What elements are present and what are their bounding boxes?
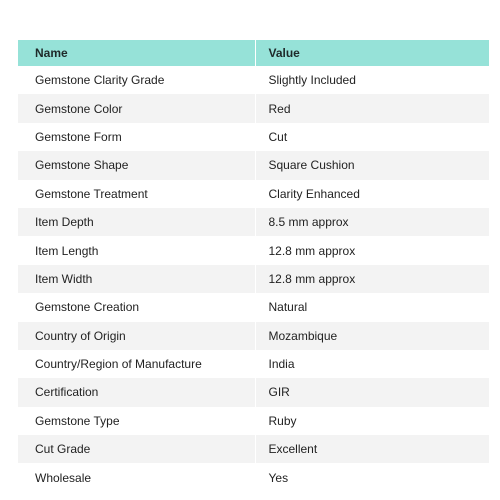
row-name-cell: Country/Region of Manufacture xyxy=(18,350,255,378)
row-name-cell: Gemstone Treatment xyxy=(18,180,255,208)
row-value-cell: 12.8 mm approx xyxy=(255,265,489,293)
item-specifics-table xyxy=(18,40,489,492)
row-value-cell: Clarity Enhanced xyxy=(255,180,489,208)
table-row xyxy=(18,208,489,236)
table-header xyxy=(18,40,489,66)
row-name-cell: Cut Grade xyxy=(18,435,255,463)
table-row xyxy=(18,463,489,491)
table-row xyxy=(18,378,489,406)
table-row xyxy=(18,435,489,463)
row-value-cell: GIR xyxy=(255,378,489,406)
table-row xyxy=(18,265,489,293)
row-value-cell: Natural xyxy=(255,293,489,321)
row-value-cell: 8.5 mm approx xyxy=(255,208,489,236)
row-name-cell: Gemstone Creation xyxy=(18,293,255,321)
row-name-cell: Gemstone Color xyxy=(18,94,255,122)
table-header-row xyxy=(18,40,489,66)
column-header-name: Name xyxy=(18,40,255,66)
row-name-cell: Gemstone Type xyxy=(18,407,255,435)
row-value-cell: Mozambique xyxy=(255,322,489,350)
row-name-cell: Gemstone Shape xyxy=(18,151,255,179)
row-name-cell: Item Width xyxy=(18,265,255,293)
row-value-cell: Square Cushion xyxy=(255,151,489,179)
table-row xyxy=(18,350,489,378)
table-row xyxy=(18,151,489,179)
row-value-cell: Cut xyxy=(255,123,489,151)
row-name-cell: Gemstone Form xyxy=(18,123,255,151)
row-value-cell: Yes xyxy=(255,463,489,491)
row-name-cell: Item Length xyxy=(18,236,255,264)
row-name-cell: Country of Origin xyxy=(18,322,255,350)
table-row xyxy=(18,94,489,122)
table-row xyxy=(18,293,489,321)
table-row xyxy=(18,236,489,264)
row-name-cell: Item Depth xyxy=(18,208,255,236)
table-row xyxy=(18,407,489,435)
table-row xyxy=(18,66,489,94)
row-name-cell: Wholesale xyxy=(18,463,255,491)
row-value-cell: Red xyxy=(255,94,489,122)
row-value-cell: Excellent xyxy=(255,435,489,463)
row-value-cell: Ruby xyxy=(255,407,489,435)
column-header-value: Value xyxy=(255,40,489,66)
row-value-cell: India xyxy=(255,350,489,378)
row-name-cell: Gemstone Clarity Grade xyxy=(18,66,255,94)
table-row xyxy=(18,180,489,208)
table-row xyxy=(18,322,489,350)
row-value-cell: 12.8 mm approx xyxy=(255,236,489,264)
row-name-cell: Certification xyxy=(18,378,255,406)
row-value-cell: Slightly Included xyxy=(255,66,489,94)
table-body xyxy=(18,66,489,492)
table-row xyxy=(18,123,489,151)
